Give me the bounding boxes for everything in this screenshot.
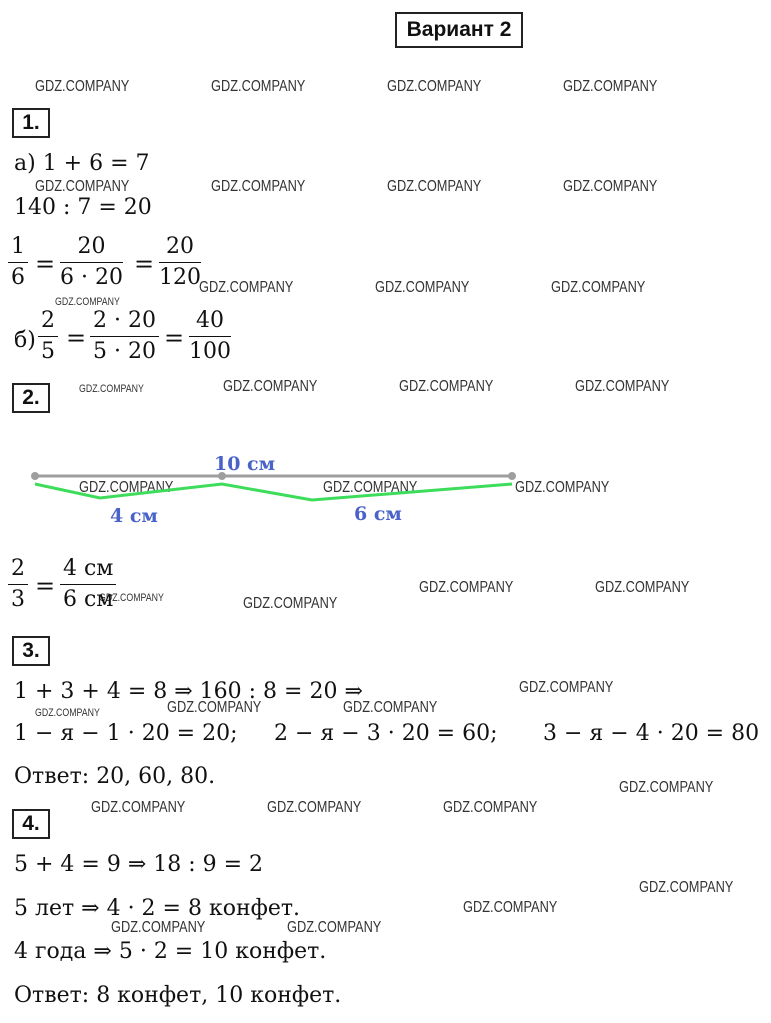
watermark: GDZ.COMPANY <box>223 378 318 395</box>
numerator: 2 <box>8 554 28 585</box>
watermark: GDZ.COMPANY <box>563 178 658 195</box>
equals-sign: = <box>66 324 87 352</box>
numerator: 1 <box>8 232 28 263</box>
watermark: GDZ.COMPANY <box>35 707 100 719</box>
watermark: GDZ.COMPANY <box>167 699 262 716</box>
numerator: 20 <box>60 232 123 263</box>
task4-line2: 5 лет ⇒ 4 · 2 = 8 конфет. <box>14 896 301 921</box>
fraction <box>38 306 58 367</box>
watermark: GDZ.COMPANY <box>519 679 614 696</box>
watermark: GDZ.COMPANY <box>343 699 438 716</box>
denominator: 6 · 20 <box>60 265 123 290</box>
denominator: 6 <box>11 265 25 290</box>
fraction <box>60 554 116 615</box>
watermark: GDZ.COMPANY <box>35 78 130 95</box>
segment-point <box>508 472 516 480</box>
watermark: GDZ.COMPANY <box>387 178 482 195</box>
fraction <box>189 306 231 367</box>
numerator: 2 <box>38 306 58 337</box>
fraction <box>159 232 201 293</box>
watermark: GDZ.COMPANY <box>463 899 558 916</box>
numerator: 20 <box>159 232 201 263</box>
watermark: GDZ.COMPANY <box>79 383 144 395</box>
equals-sign: = <box>134 250 155 278</box>
fraction <box>8 554 28 615</box>
watermark: GDZ.COMPANY <box>575 378 670 395</box>
watermark: GDZ.COMPANY <box>35 178 130 195</box>
watermark: GDZ.COMPANY <box>79 479 174 496</box>
watermark: GDZ.COMPANY <box>387 78 482 95</box>
task4-line3: 4 года ⇒ 5 · 2 = 10 конфет. <box>14 939 327 964</box>
equals-sign: = <box>164 324 185 352</box>
watermark: GDZ.COMPANY <box>595 579 690 596</box>
watermark: GDZ.COMPANY <box>91 799 186 816</box>
watermark: GDZ.COMPANY <box>443 799 538 816</box>
label-right: 6 см <box>354 503 402 525</box>
task4-line1: 5 + 4 = 9 ⇒ 18 : 9 = 2 <box>14 852 264 877</box>
denominator: 5 <box>41 339 55 364</box>
equals-sign: = <box>35 250 56 278</box>
denominator: 120 <box>159 265 201 290</box>
watermark: GDZ.COMPANY <box>399 378 494 395</box>
numerator: 4 см <box>60 554 116 585</box>
label-total: 10 см <box>214 453 276 475</box>
numerator: 2 · 20 <box>90 306 159 337</box>
label-left: 4 см <box>110 505 158 527</box>
denominator: 5 · 20 <box>93 339 156 364</box>
fraction <box>90 306 159 367</box>
numerator: 40 <box>189 306 231 337</box>
watermark: GDZ.COMPANY <box>199 279 294 296</box>
segment-point <box>31 472 39 480</box>
fraction <box>60 232 123 293</box>
watermark: GDZ.COMPANY <box>211 78 306 95</box>
task3-answer: Ответ: 20, 60, 80. <box>14 764 216 789</box>
task1-b-prefix: б) <box>14 328 36 353</box>
watermark: GDZ.COMPANY <box>375 279 470 296</box>
task-number-4: 4. <box>12 809 50 839</box>
variant-title: Вариант 2 <box>395 12 523 48</box>
watermark: GDZ.COMPANY <box>563 78 658 95</box>
task-number-3: 3. <box>12 636 50 666</box>
segment-diagram <box>0 440 771 550</box>
denominator: 6 см <box>63 587 114 612</box>
denominator: 3 <box>11 587 25 612</box>
watermark: GDZ.COMPANY <box>243 595 338 612</box>
watermark: GDZ.COMPANY <box>55 296 120 308</box>
watermark: GDZ.COMPANY <box>619 779 714 796</box>
watermark: GDZ.COMPANY <box>323 479 418 496</box>
task-number-2: 2. <box>12 383 50 413</box>
task4-answer: Ответ: 8 конфет, 10 конфет. <box>14 983 342 1008</box>
watermark: GDZ.COMPANY <box>287 919 382 936</box>
task1-line-a2: 140 : 7 = 20 <box>14 195 152 220</box>
watermark: GDZ.COMPANY <box>267 799 362 816</box>
segment-parts <box>35 484 512 500</box>
denominator: 100 <box>189 339 231 364</box>
fraction <box>8 232 28 293</box>
watermark: GDZ.COMPANY <box>111 919 206 936</box>
watermark: GDZ.COMPANY <box>551 279 646 296</box>
task3-line1: 1 + 3 + 4 = 8 ⇒ 160 : 8 = 20 ⇒ <box>14 679 363 704</box>
watermark: GDZ.COMPANY <box>419 579 514 596</box>
watermark: GDZ.COMPANY <box>211 178 306 195</box>
watermark: GDZ.COMPANY <box>515 479 610 496</box>
task3-part1: 1 − я − 1 · 20 = 20; <box>14 721 238 746</box>
task3-part3: 3 − я − 4 · 20 = 80 <box>543 721 760 746</box>
watermark: GDZ.COMPANY <box>639 879 734 896</box>
task-number-1: 1. <box>12 108 50 138</box>
task1-line-a1: а) 1 + 6 = 7 <box>14 151 150 176</box>
equals-sign: = <box>35 572 56 600</box>
task3-part2: 2 − я − 3 · 20 = 60; <box>274 721 498 746</box>
watermark: GDZ.COMPANY <box>99 592 164 604</box>
